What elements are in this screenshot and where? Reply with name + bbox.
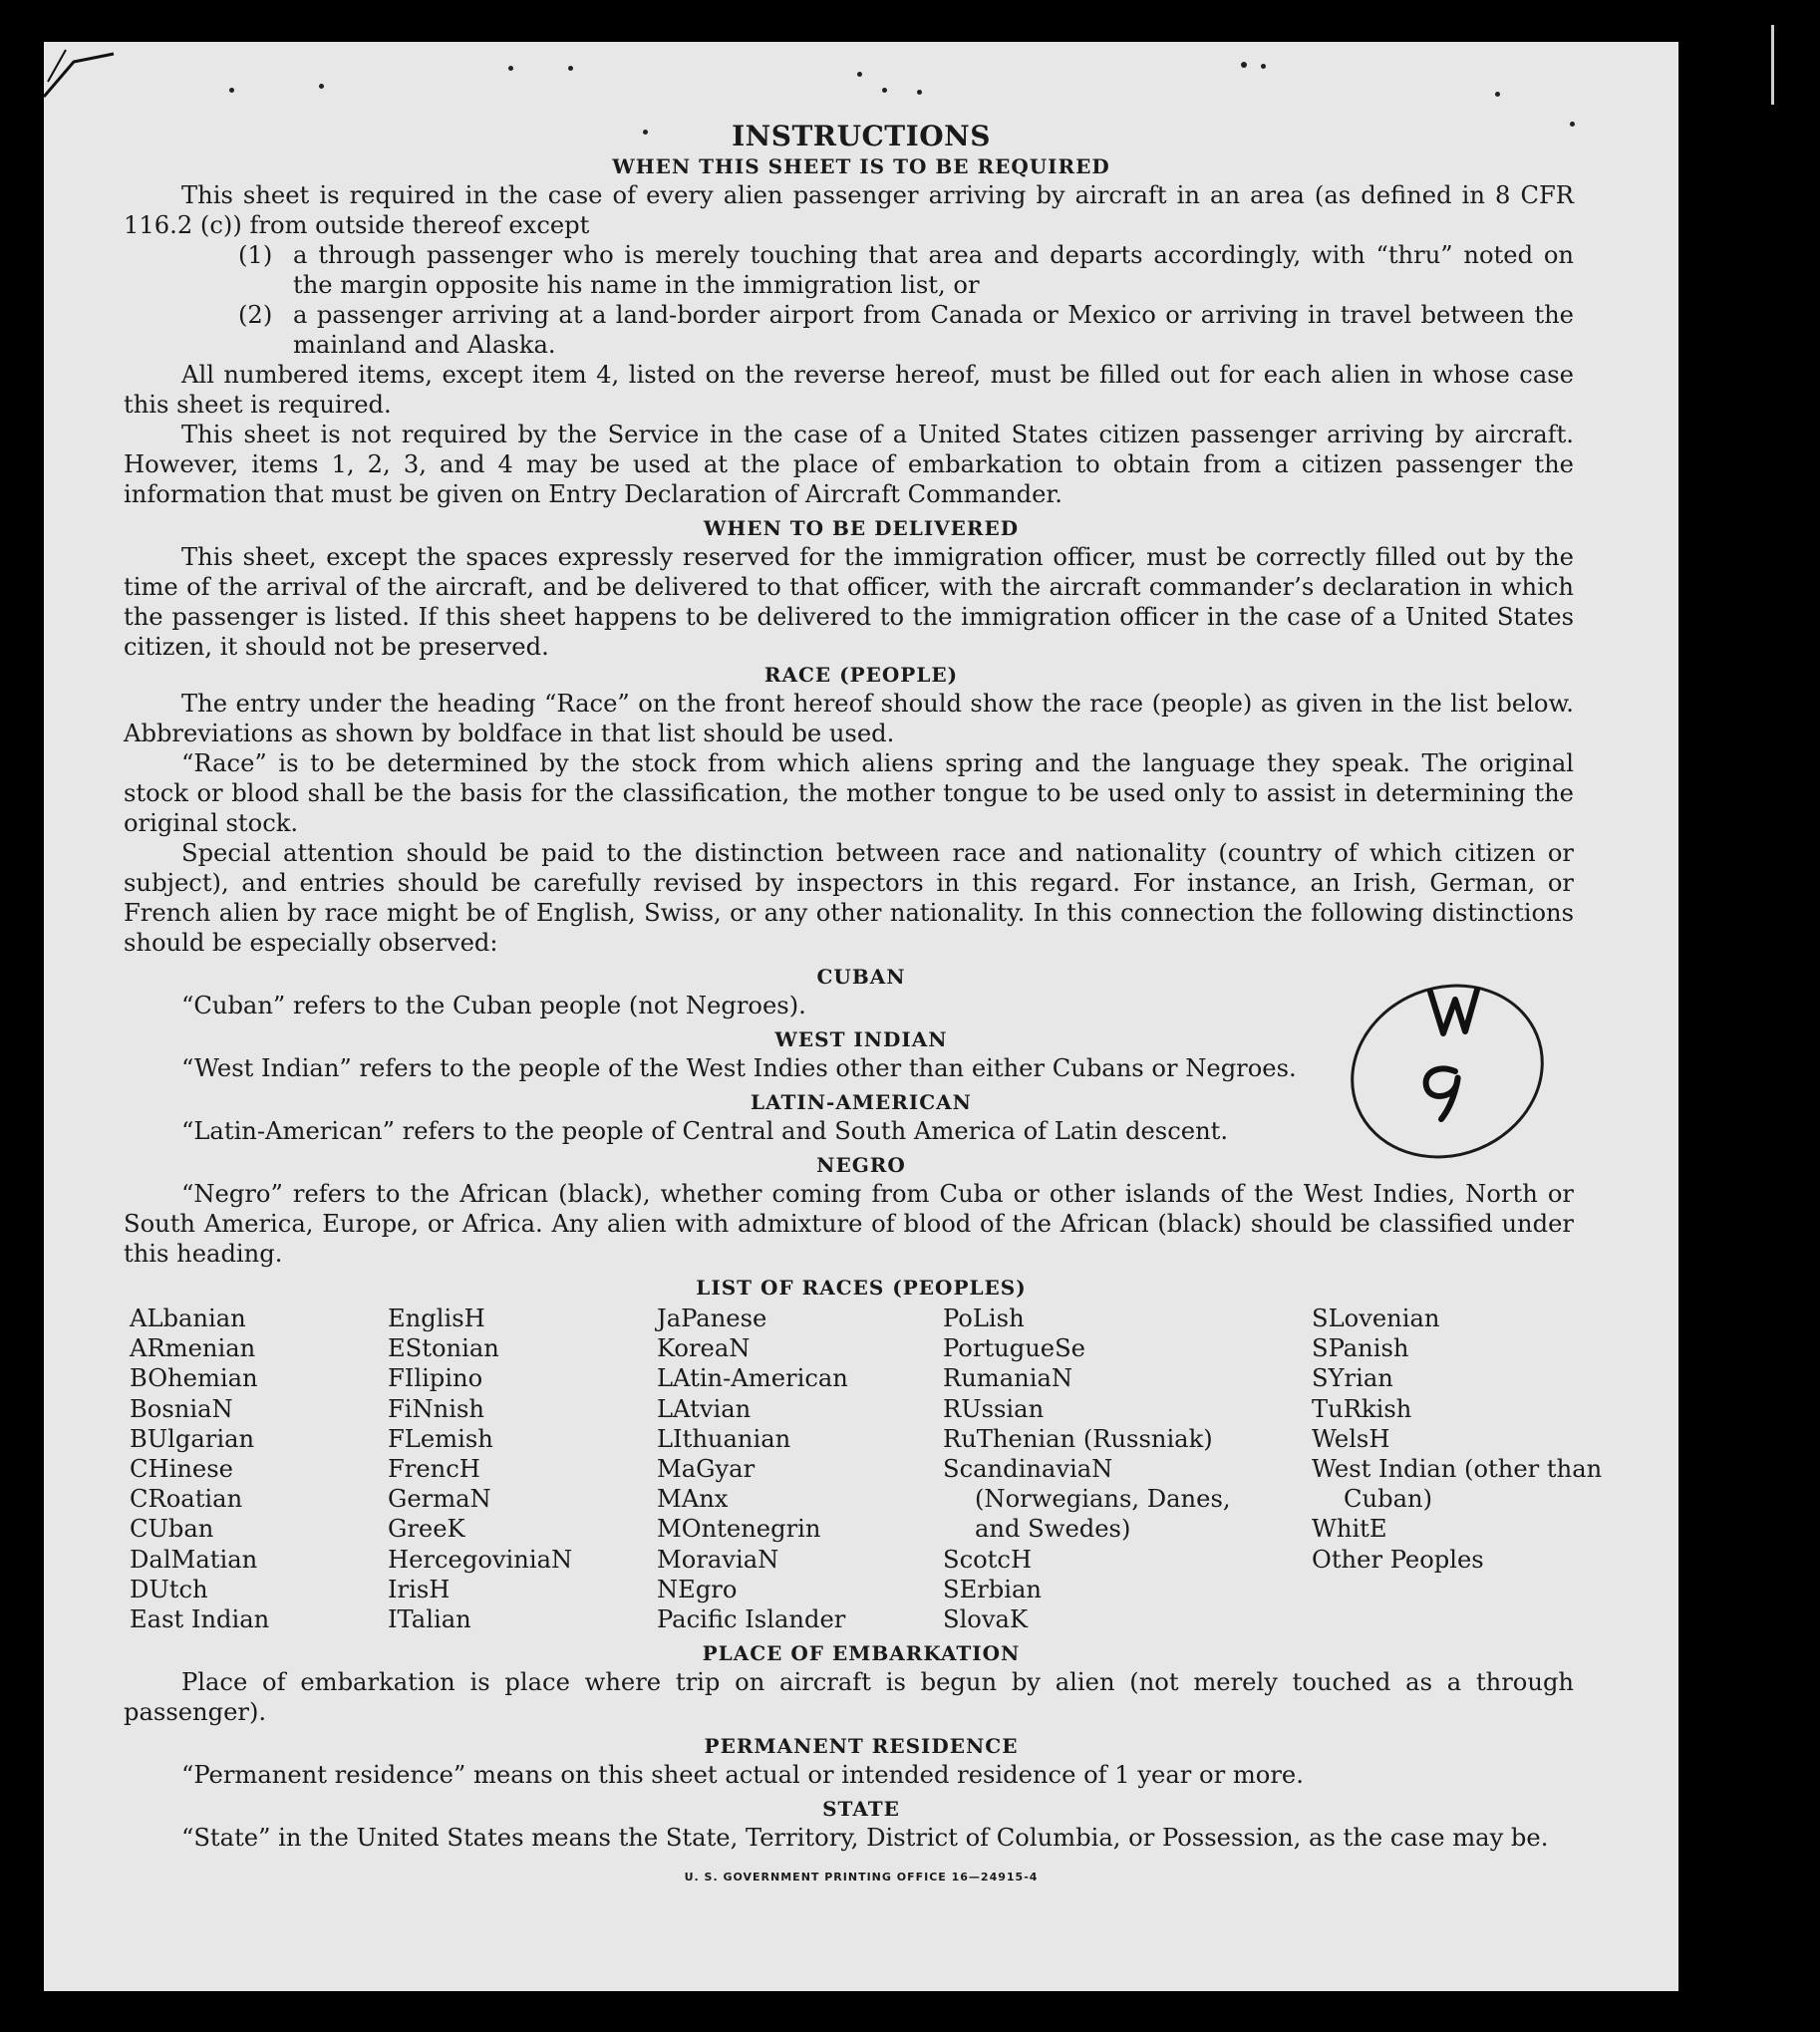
scan-speck bbox=[917, 90, 922, 95]
race-entry: FiNnish bbox=[388, 1394, 484, 1423]
scan-speck bbox=[643, 130, 648, 135]
race-entry: CRoatian bbox=[130, 1485, 243, 1514]
item-number: (1) bbox=[238, 241, 273, 269]
scan-speck bbox=[229, 88, 234, 93]
race-entry: PortugueSe bbox=[943, 1334, 1085, 1363]
paragraph: “West Indian” refers to the people of the West Indies other than either Cubans or Negroes. bbox=[181, 1054, 1297, 1082]
race-entry: JaPanese bbox=[657, 1305, 767, 1332]
race-entry: ITalian bbox=[388, 1605, 471, 1634]
race-column bbox=[130, 1304, 388, 1634]
handwritten-circle-mark bbox=[1336, 972, 1550, 1176]
paragraph: Place of embarkation is place where trip on aircraft is begun by alien (not merely touched as a through passenger). bbox=[124, 1668, 1574, 1727]
list-item bbox=[238, 240, 1574, 300]
paragraph: “Permanent residence” means on this sheet actual or intended residence of 1 year or more. bbox=[181, 1761, 1304, 1790]
race-column bbox=[943, 1304, 1312, 1634]
scan-speck bbox=[1241, 62, 1247, 68]
race-entry: CHinese bbox=[130, 1455, 233, 1484]
race-column bbox=[388, 1304, 657, 1634]
race-entry: ARmenian bbox=[130, 1334, 256, 1363]
race-entry: RuThenian (Russniak) bbox=[943, 1424, 1213, 1453]
race-entry: SErbian bbox=[943, 1575, 1043, 1603]
race-entry: BOhemian bbox=[130, 1364, 258, 1393]
scan-speck bbox=[568, 66, 573, 71]
scan-speck bbox=[1570, 122, 1575, 127]
race-entry: MoraviaN bbox=[657, 1545, 779, 1574]
race-entry: RUssian bbox=[943, 1394, 1045, 1423]
race-entry: LIthuanian bbox=[657, 1424, 791, 1453]
race-entry: GreeK bbox=[388, 1515, 465, 1544]
race-entry: EStonian bbox=[388, 1334, 499, 1363]
race-entry: MOntenegrin bbox=[657, 1515, 821, 1544]
item-text: a through passenger who is merely touching that area and departs accordingly, with “thru” noted on the margin opposite his name in the immigration list, or bbox=[293, 241, 1574, 299]
race-entry: ALbanian bbox=[130, 1305, 246, 1332]
paragraph: Special attention should be paid to the distinction between race and nationality (country of which citizen or subject), and entries should be carefully revised by inspectors in this regard. For instance, an Irish, German, or French alien by race might be of English, Swiss, or any other nationality. In this connection the following distinctions should be especially observed: bbox=[124, 839, 1574, 957]
race-entry: WelsH bbox=[1312, 1424, 1390, 1453]
paragraph: “Latin-American” refers to the people of Central and South America of Latin descent. bbox=[181, 1117, 1229, 1145]
race-entry: DUtch bbox=[130, 1575, 208, 1603]
item-text: a passenger arriving at a land-border airport from Canada or Mexico or arriving in travel between the mainland and Alaska. bbox=[293, 301, 1574, 359]
race-entry: FIlipino bbox=[388, 1364, 483, 1393]
race-entry: NEgro bbox=[657, 1575, 738, 1603]
race-entry: SYrian bbox=[1312, 1364, 1393, 1393]
scan-speck bbox=[319, 84, 324, 89]
scan-speck bbox=[882, 88, 887, 93]
scan-speck bbox=[857, 72, 862, 77]
race-entry: SPanish bbox=[1312, 1334, 1409, 1363]
race-column bbox=[657, 1304, 943, 1634]
race-list bbox=[130, 1304, 1678, 1634]
scan-edge-line bbox=[1771, 25, 1774, 105]
race-entry: EnglisH bbox=[388, 1305, 485, 1332]
race-entry: East Indian bbox=[130, 1605, 270, 1634]
race-entry: Other Peoples bbox=[1312, 1545, 1484, 1574]
paragraph: This sheet, except the spaces expressly reserved for the immigration officer, must be correctly filled out by the time of the arrival of the aircraft, and be delivered to that officer, with the aircraft commander’s declaration in which the passenger is listed. If this sheet happens to be delivered to the immigration officer in the case of a United States citizen, it should not be preserved. bbox=[124, 543, 1574, 661]
heading-cuban: CUBAN bbox=[816, 965, 906, 989]
scan-corner-mark bbox=[44, 42, 163, 102]
race-entry: ScandinaviaN (Norwegians, Danes, and Swedes) bbox=[943, 1455, 1231, 1544]
paragraph: “Race” is to be determined by the stock from which aliens spring and the language they speak. The original stock or blood shall be the basis for the classification, the mother tongue to be used only to assist in determining the original stock. bbox=[124, 749, 1574, 837]
race-entry: GermaN bbox=[388, 1485, 491, 1514]
paragraph: All numbered items, except item 4, listed on the reverse hereof, must be filled out for each alien in whose case this sheet is required. bbox=[124, 361, 1574, 419]
race-entry: FrencH bbox=[388, 1455, 480, 1484]
heading-latin-american: LATIN-AMERICAN bbox=[751, 1090, 972, 1114]
paragraph: “Negro” refers to the African (black), whether coming from Cuba or other islands of the West Indies, North or South America, Europe, or Africa. Any alien with admixture of blood of the African (black) should be classified under this heading. bbox=[124, 1180, 1574, 1268]
race-entry: ScotcH bbox=[943, 1545, 1033, 1574]
heading-list-of-races: LIST OF RACES (PEOPLES) bbox=[696, 1276, 1027, 1300]
heading-when-delivered: WHEN TO BE DELIVERED bbox=[703, 516, 1020, 540]
list-item bbox=[238, 300, 1574, 360]
race-entry: SlovaK bbox=[943, 1605, 1029, 1634]
race-entry: LAtin-American bbox=[657, 1364, 848, 1393]
printer-imprint: U. S. GOVERNMENT PRINTING OFFICE 16—24915-4 bbox=[684, 1871, 1039, 1885]
race-entry: LAtvian bbox=[657, 1394, 752, 1423]
heading-negro: NEGRO bbox=[816, 1153, 906, 1177]
race-entry: BUlgarian bbox=[130, 1424, 255, 1453]
scan-speck bbox=[1261, 64, 1266, 69]
race-entry: SLovenian bbox=[1312, 1305, 1440, 1332]
paragraph: This sheet is not required by the Service in the case of a United States citizen passenger arriving by aircraft. However, items 1, 2, 3, and 4 may be used at the place of embarkation to obtain from a citizen passenger the information that must be given on Entry Declaration of Aircraft Commander. bbox=[124, 421, 1574, 508]
scan-speck bbox=[508, 66, 513, 71]
race-entry: PoLish bbox=[943, 1305, 1025, 1332]
paragraph: “State” in the United States means the State, Territory, District of Columbia, or Possession, as the case may be. bbox=[181, 1824, 1549, 1853]
race-entry: IrisH bbox=[388, 1575, 451, 1603]
heading-permanent-residence: PERMANENT RESIDENCE bbox=[704, 1734, 1019, 1759]
race-column bbox=[1312, 1304, 1603, 1634]
race-entry: Pacific Islander bbox=[657, 1605, 846, 1634]
heading-when-required: WHEN THIS SHEET IS TO BE REQUIRED bbox=[612, 154, 1110, 178]
page-title: INSTRUCTIONS bbox=[732, 120, 991, 152]
race-entry: BosniaN bbox=[130, 1394, 233, 1423]
paragraph: The entry under the heading “Race” on the front hereof should show the race (people) as given in the list below. Abbreviations as shown by boldface in that list should be used. bbox=[124, 690, 1574, 747]
race-entry: HercegoviniaN bbox=[388, 1545, 573, 1574]
paragraph: This sheet is required in the case of every alien passenger arriving by aircraft in an area (as defined in 8 CFR 116.2 (c)) from outside thereof except bbox=[124, 181, 1574, 239]
race-entry: DalMatian bbox=[130, 1545, 258, 1574]
race-entry: TuRkish bbox=[1312, 1394, 1412, 1423]
race-entry: West Indian (other than Cuban) bbox=[1312, 1455, 1603, 1514]
paragraph: “Cuban” refers to the Cuban people (not Negroes). bbox=[181, 992, 806, 1019]
heading-place-of-embarkation: PLACE OF EMBARKATION bbox=[702, 1641, 1021, 1666]
race-entry: KoreaN bbox=[657, 1334, 751, 1363]
heading-state: STATE bbox=[822, 1797, 900, 1822]
race-entry: MaGyar bbox=[657, 1455, 756, 1484]
heading-west-indian: WEST INDIAN bbox=[774, 1027, 948, 1051]
race-entry: CUban bbox=[130, 1515, 214, 1544]
race-entry: MAnx bbox=[657, 1485, 729, 1514]
item-number: (2) bbox=[238, 301, 273, 329]
race-entry: WhitE bbox=[1312, 1515, 1387, 1544]
race-entry: RumaniaN bbox=[943, 1364, 1073, 1393]
scan-speck bbox=[1495, 92, 1500, 97]
heading-race: RACE (PEOPLE) bbox=[763, 663, 959, 687]
race-entry: FLemish bbox=[388, 1424, 493, 1453]
